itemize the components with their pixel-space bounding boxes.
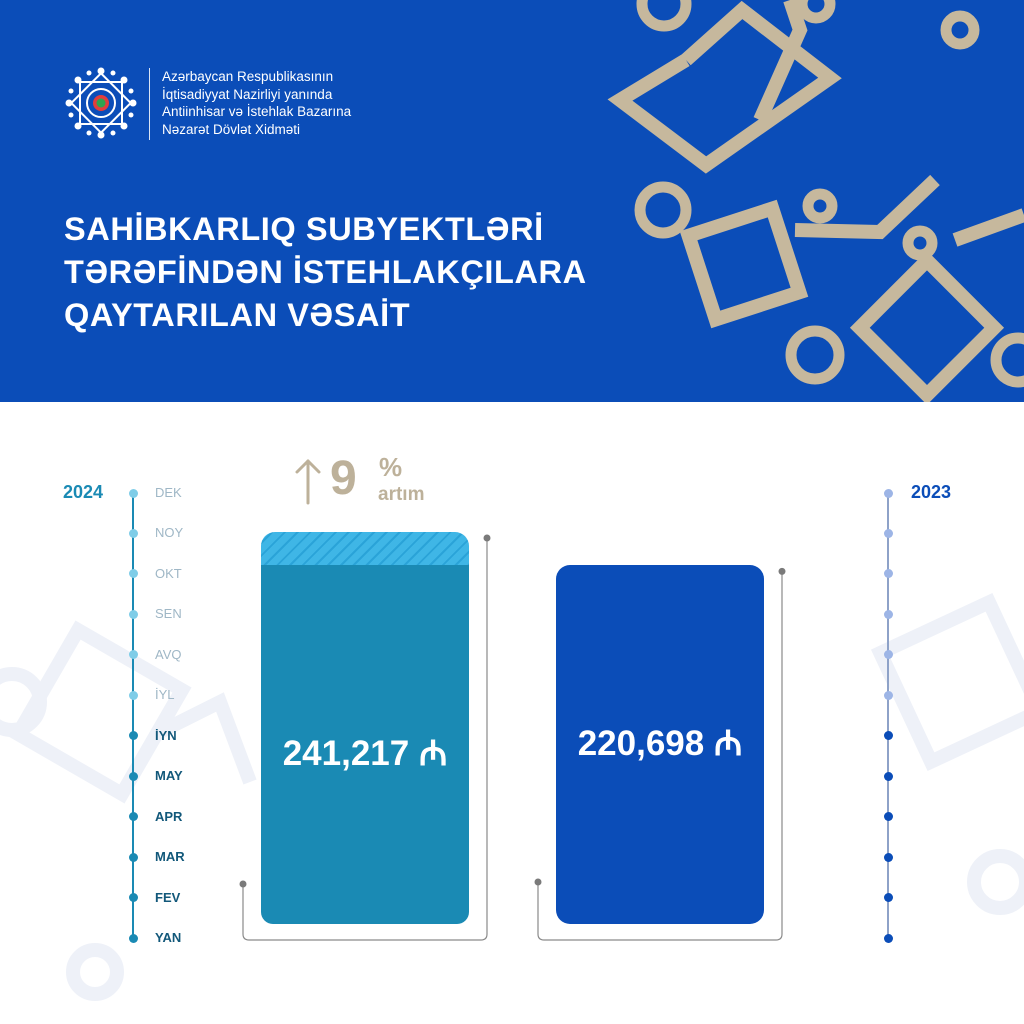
title-line-1: SAHİBKARLIQ SUBYEKTLƏRİ [64, 211, 544, 247]
bracket-endpoint-2024-1 [484, 535, 491, 542]
growth-value: 9 [330, 452, 357, 505]
bracket-endpoint-2023-2 [535, 879, 542, 886]
month-label: MAY [155, 768, 183, 784]
bar-2024-value: 241,217 ₼ [282, 733, 448, 773]
year-label-2024: 2024 [63, 482, 104, 502]
month-label: NOY [155, 525, 184, 541]
growth-percent-sign: % [379, 452, 403, 482]
title-line-2: TƏRƏFİNDƏN İSTEHLAKÇILARA [64, 254, 587, 290]
month-label: İYL [155, 687, 175, 703]
bracket-endpoint-2024-2 [240, 881, 247, 888]
title-line-3: QAYTARILAN VƏSAİT [64, 297, 411, 333]
year-label-2023: 2023 [911, 482, 952, 502]
month-label: OKT [155, 565, 182, 581]
month-label: DEK [155, 485, 182, 500]
month-label: APR [155, 808, 183, 824]
month-label: MAR [155, 849, 185, 865]
month-label: AVQ [155, 646, 182, 662]
org-line-1: Azərbaycan Respublikasının [162, 69, 334, 84]
bar-2023-value: 220,698 ₼ [577, 723, 743, 763]
month-label: SEN [155, 606, 182, 622]
org-line-3: Antiinhisar və İstehlak Bazarına [162, 104, 352, 119]
bracket-endpoint-2023-1 [779, 568, 786, 575]
org-line-4: Nəzarət Dövlət Xidməti [162, 121, 301, 137]
month-label: FEV [155, 889, 181, 905]
bar-bracket-2023 [538, 571, 782, 940]
growth-label: artım [378, 484, 425, 505]
org-line-2: İqtisadiyyat Nazirliyi yanında [162, 86, 333, 102]
month-label: YAN [155, 930, 182, 945]
bar-bracket-2024 [243, 538, 487, 940]
month-label: İYN [155, 727, 177, 743]
